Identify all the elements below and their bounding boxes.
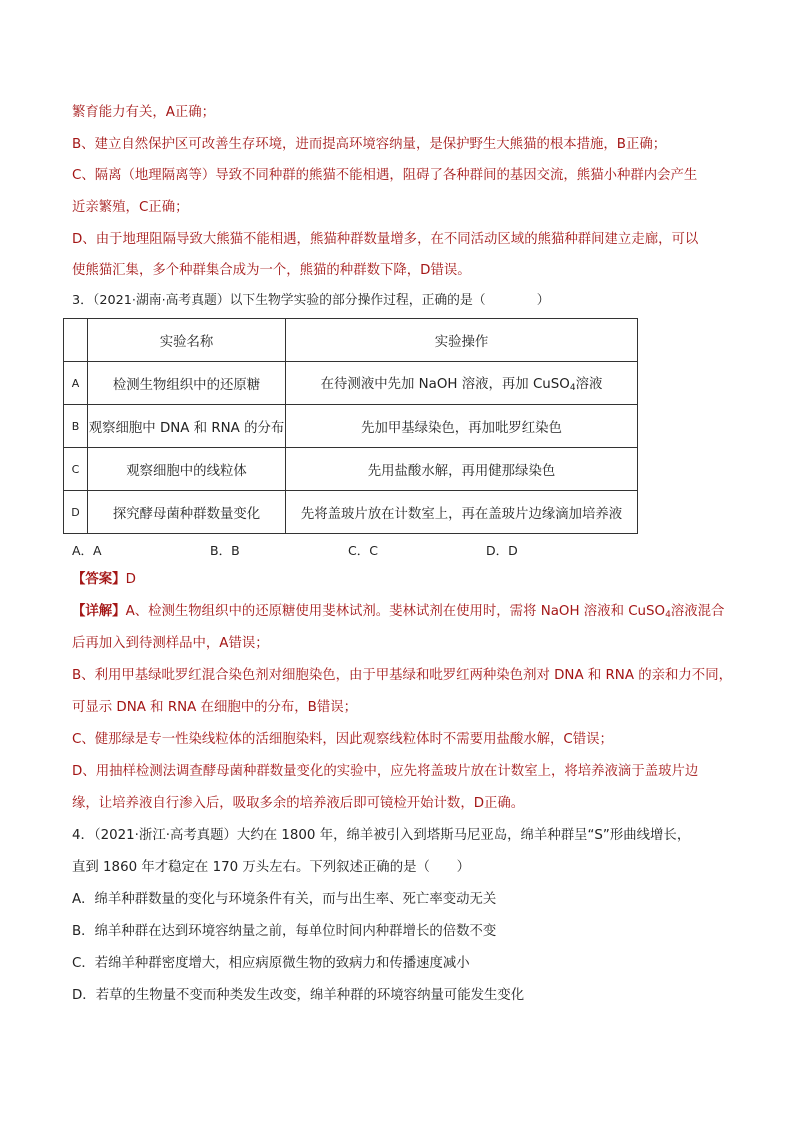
explain-line-5: C、健那绿是专一性染线粒体的活细胞染料，因此观察线粒体时不需要用盐酸水解，C错误； <box>72 732 613 747</box>
row-label: A <box>64 362 88 405</box>
row-label: D <box>64 491 88 534</box>
table-header-name: 实验名称 <box>88 319 286 362</box>
explain-line-7: 缘，让培养液自行渗入后，吸取多余的培养液后即可镜检开始计数，D正确。 <box>72 796 525 811</box>
row-label: C <box>64 448 88 491</box>
table-header-blank <box>64 319 88 362</box>
q4-option-d: D．若草的生物量不变而种类发生改变，绵羊种群的环境容纳量可能发生变化 <box>72 988 525 1003</box>
q2-explain-line-3: C、隔离（地理隔离等）导致不同种群的熊猫不能相遇，阻碍了各种群间的基因交流，熊猫小种群内会产生 <box>72 168 698 183</box>
q4-stem-line-2: 直到 1860 年才稳定在 170 万头左右。下列叙述正确的是（ ） <box>72 860 471 875</box>
experiment-name: 探究酵母菌种群数量变化 <box>88 491 286 534</box>
option-b: B．B <box>210 543 240 558</box>
explain-label: 【详解】 <box>72 604 126 619</box>
explain-line-1: 【详解】A、检测生物组织中的还原糖使用斐林试剂。斐林试剂在使用时，需将 NaOH 溶液和 CuSO$_4$溶液混合 <box>72 604 725 620</box>
table-row <box>64 405 638 448</box>
table-row <box>64 448 638 491</box>
q2-explain-line-2: B、建立自然保护区可改善生存环境，进而提高环境容纳量，是保护野生大熊猫的根本措施，B正确； <box>72 137 667 152</box>
experiment-name: 观察细胞中 DNA 和 RNA 的分布 <box>88 405 286 448</box>
table-header-operation: 实验操作 <box>286 319 638 362</box>
q3-stem: 3．（2021·湖南·高考真题）以下生物学实验的部分操作过程，正确的是（ ） <box>72 293 550 308</box>
q4-option-b: B．绵羊种群在达到环境容纳量之前，每单位时间内种群增长的倍数不变 <box>72 924 497 939</box>
option-c: C．C <box>348 543 378 558</box>
option-a: A．A <box>72 543 102 558</box>
q4-option-c: C．若绵羊种群密度增大，相应病原微生物的致病力和传播速度减小 <box>72 956 470 971</box>
experiment-operation: 先将盖玻片放在计数室上，再在盖玻片边缘滴加培养液 <box>286 491 638 534</box>
q4-stem-line-1: 4．（2021·浙江·高考真题）大约在 1800 年，绵羊被引入到塔斯马尼亚岛，绵羊种群呈“S”形曲线增长， <box>72 828 691 843</box>
experiment-operation: 先加甲基绿染色，再加吡罗红染色 <box>286 405 638 448</box>
q4-option-a: A．绵羊种群数量的变化与环境条件有关，而与出生率、死亡率变动无关 <box>72 892 497 907</box>
experiment-operation: 先用盐酸水解，再用健那绿染色 <box>286 448 638 491</box>
answer-label: 【答案】 <box>72 572 126 587</box>
experiment-name: 观察细胞中的线粒体 <box>88 448 286 491</box>
experiment-operation: 在待测液中先加 NaOH 溶液，再加 CuSO$_4$溶液 <box>286 362 638 405</box>
q2-explain-line-4: 近亲繁殖，C正确； <box>72 200 189 215</box>
explain-line-2: 后再加入到待测样品中，A错误； <box>72 636 269 651</box>
table-row <box>64 491 638 534</box>
answer-line <box>72 570 136 590</box>
explain-line-4: 可显示 DNA 和 RNA 在细胞中的分布，B错误； <box>72 700 358 715</box>
answer-value: D <box>125 572 136 587</box>
table-row <box>64 362 638 405</box>
experiment-name: 检测生物组织中的还原糖 <box>88 362 286 405</box>
explain-line-6: D、用抽样检测法调查酵母菌种群数量变化的实验中，应先将盖玻片放在计数室上，将培养液滴于盖玻片边 <box>72 764 699 779</box>
explain-line-3: B、利用甲基绿吡罗红混合染色剂对细胞染色，由于甲基绿和吡罗红两种染色剂对 DNA 和 RNA 的亲和力不同， <box>72 668 732 683</box>
q2-explain-line-1: 繁育能力有关，A正确； <box>72 105 216 120</box>
q2-explain-line-6: 使熊猫汇集，多个种群集合成为一个，熊猫的种群数下降，D错误。 <box>72 263 471 278</box>
q2-explain-line-5: D、由于地理阻隔导致大熊猫不能相遇，熊猫种群数量增多，在不同活动区域的熊猫种群间建立走廊，可以 <box>72 232 699 247</box>
table-header-row <box>64 319 638 362</box>
option-d: D．D <box>486 543 518 558</box>
experiment-table <box>63 318 638 534</box>
row-label: B <box>64 405 88 448</box>
